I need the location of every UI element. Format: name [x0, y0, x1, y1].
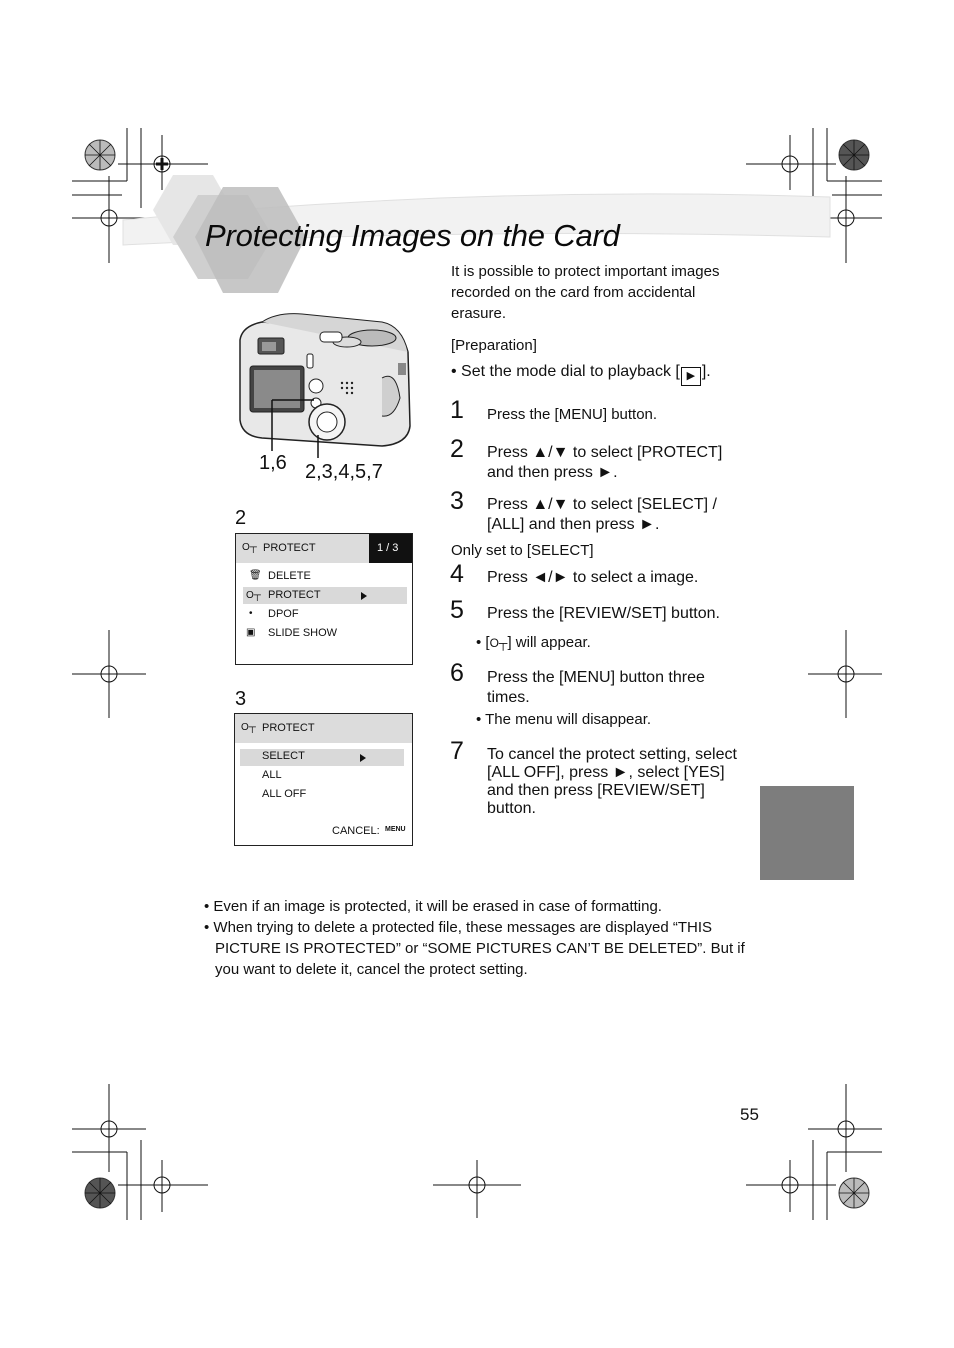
page-number: 55	[740, 1105, 759, 1124]
step-3-number: 3	[450, 487, 464, 515]
key-icon: O┬	[241, 722, 256, 733]
note-delete-protected: • When trying to delete a protected file, these messages are displayed “THIS PICTURE IS PROTECTED” or “SOME PICTURES CAN’T BE DELETED”. But if you want to delete it, cancel the protect setting.	[204, 919, 745, 978]
page-indicator: 1 / 3	[377, 542, 399, 554]
protect-submenu-screen	[234, 713, 413, 846]
cancel-label: CANCEL:	[332, 825, 380, 837]
step-5-note-prefix: • [	[476, 634, 490, 651]
step-6-note: • The menu will disappear.	[476, 711, 652, 728]
step-7-text: To cancel the protect setting, select [ALL OFF], press ►, select [YES] and then press [REVIEW/SET] button.	[487, 746, 737, 817]
menu-item-protect[interactable]: PROTECT	[268, 589, 321, 601]
play-icon: ▶	[681, 367, 701, 386]
print-icon: •	[249, 608, 253, 619]
arrow-right-icon	[361, 592, 367, 600]
menu-key-label: MENU	[385, 826, 406, 833]
protect-menu-screen	[235, 533, 413, 665]
step-2-text: Press ▲/▼ to select [PROTECT] and then press ►.	[487, 444, 723, 481]
step-5-note	[476, 634, 591, 651]
step-6-text: Press the [MENU] button three times.	[487, 669, 705, 706]
step-5-note-suffix: ] will appear.	[507, 634, 591, 651]
step-3-text: Press ▲/▼ to select [SELECT] / [ALL] and then press ►.	[487, 496, 717, 533]
step-5-number: 5	[450, 596, 464, 624]
menu-item-all[interactable]: ALL	[262, 769, 282, 781]
step-6-number: 6	[450, 659, 464, 687]
camera-illustration	[232, 308, 417, 458]
step-5-text: Press the [REVIEW/SET] button.	[487, 605, 720, 622]
step-1-number: 1	[450, 396, 464, 424]
intro-text: It is possible to protect important images recorded on the card from accidental erasure.	[451, 263, 720, 322]
arrow-right-icon	[360, 754, 366, 762]
note-formatting: • Even if an image is protected, it will be erased in case of formatting.	[204, 898, 662, 915]
menu-item-slide-show[interactable]: SLIDE SHOW	[268, 627, 338, 639]
menu-header-title: PROTECT	[263, 542, 316, 554]
menu-item-dpof[interactable]: DPOF	[268, 608, 299, 620]
menu-header-title: PROTECT	[262, 722, 315, 734]
key-icon: O┬	[489, 636, 508, 650]
menu-item-select[interactable]: SELECT	[262, 750, 305, 762]
trash-icon: 🗑	[249, 570, 262, 581]
section-tab	[760, 786, 854, 880]
step-2-number: 2	[450, 435, 464, 463]
preparation-label: [Preparation]	[451, 337, 537, 354]
preparation-bullet-prefix: • Set the mode dial to playback [	[451, 363, 680, 380]
menu-item-all-off[interactable]: ALL OFF	[262, 788, 307, 800]
step-4-number: 4	[450, 560, 464, 588]
menu-item-delete[interactable]: DELETE	[268, 570, 311, 582]
only-select-note: Only set to [SELECT]	[451, 542, 594, 559]
key-icon: O┬	[246, 590, 261, 601]
screen-3-number: 3	[235, 688, 247, 710]
page-title: Protecting Images on the Card	[205, 218, 620, 253]
screen-2-number: 2	[235, 507, 247, 529]
slideshow-icon: ▣	[246, 627, 256, 638]
camera-label-menu: 1,6	[259, 452, 287, 474]
preparation-bullet	[451, 363, 711, 386]
camera-label-dial: 2,3,4,5,7	[305, 461, 383, 483]
step-7-number: 7	[450, 737, 464, 765]
step-4-text: Press ◄/► to select a image.	[487, 569, 699, 586]
step-1-text: Press the [MENU] button.	[487, 406, 658, 423]
key-icon: O┬	[242, 542, 257, 553]
preparation-bullet-suffix: ].	[701, 363, 711, 380]
